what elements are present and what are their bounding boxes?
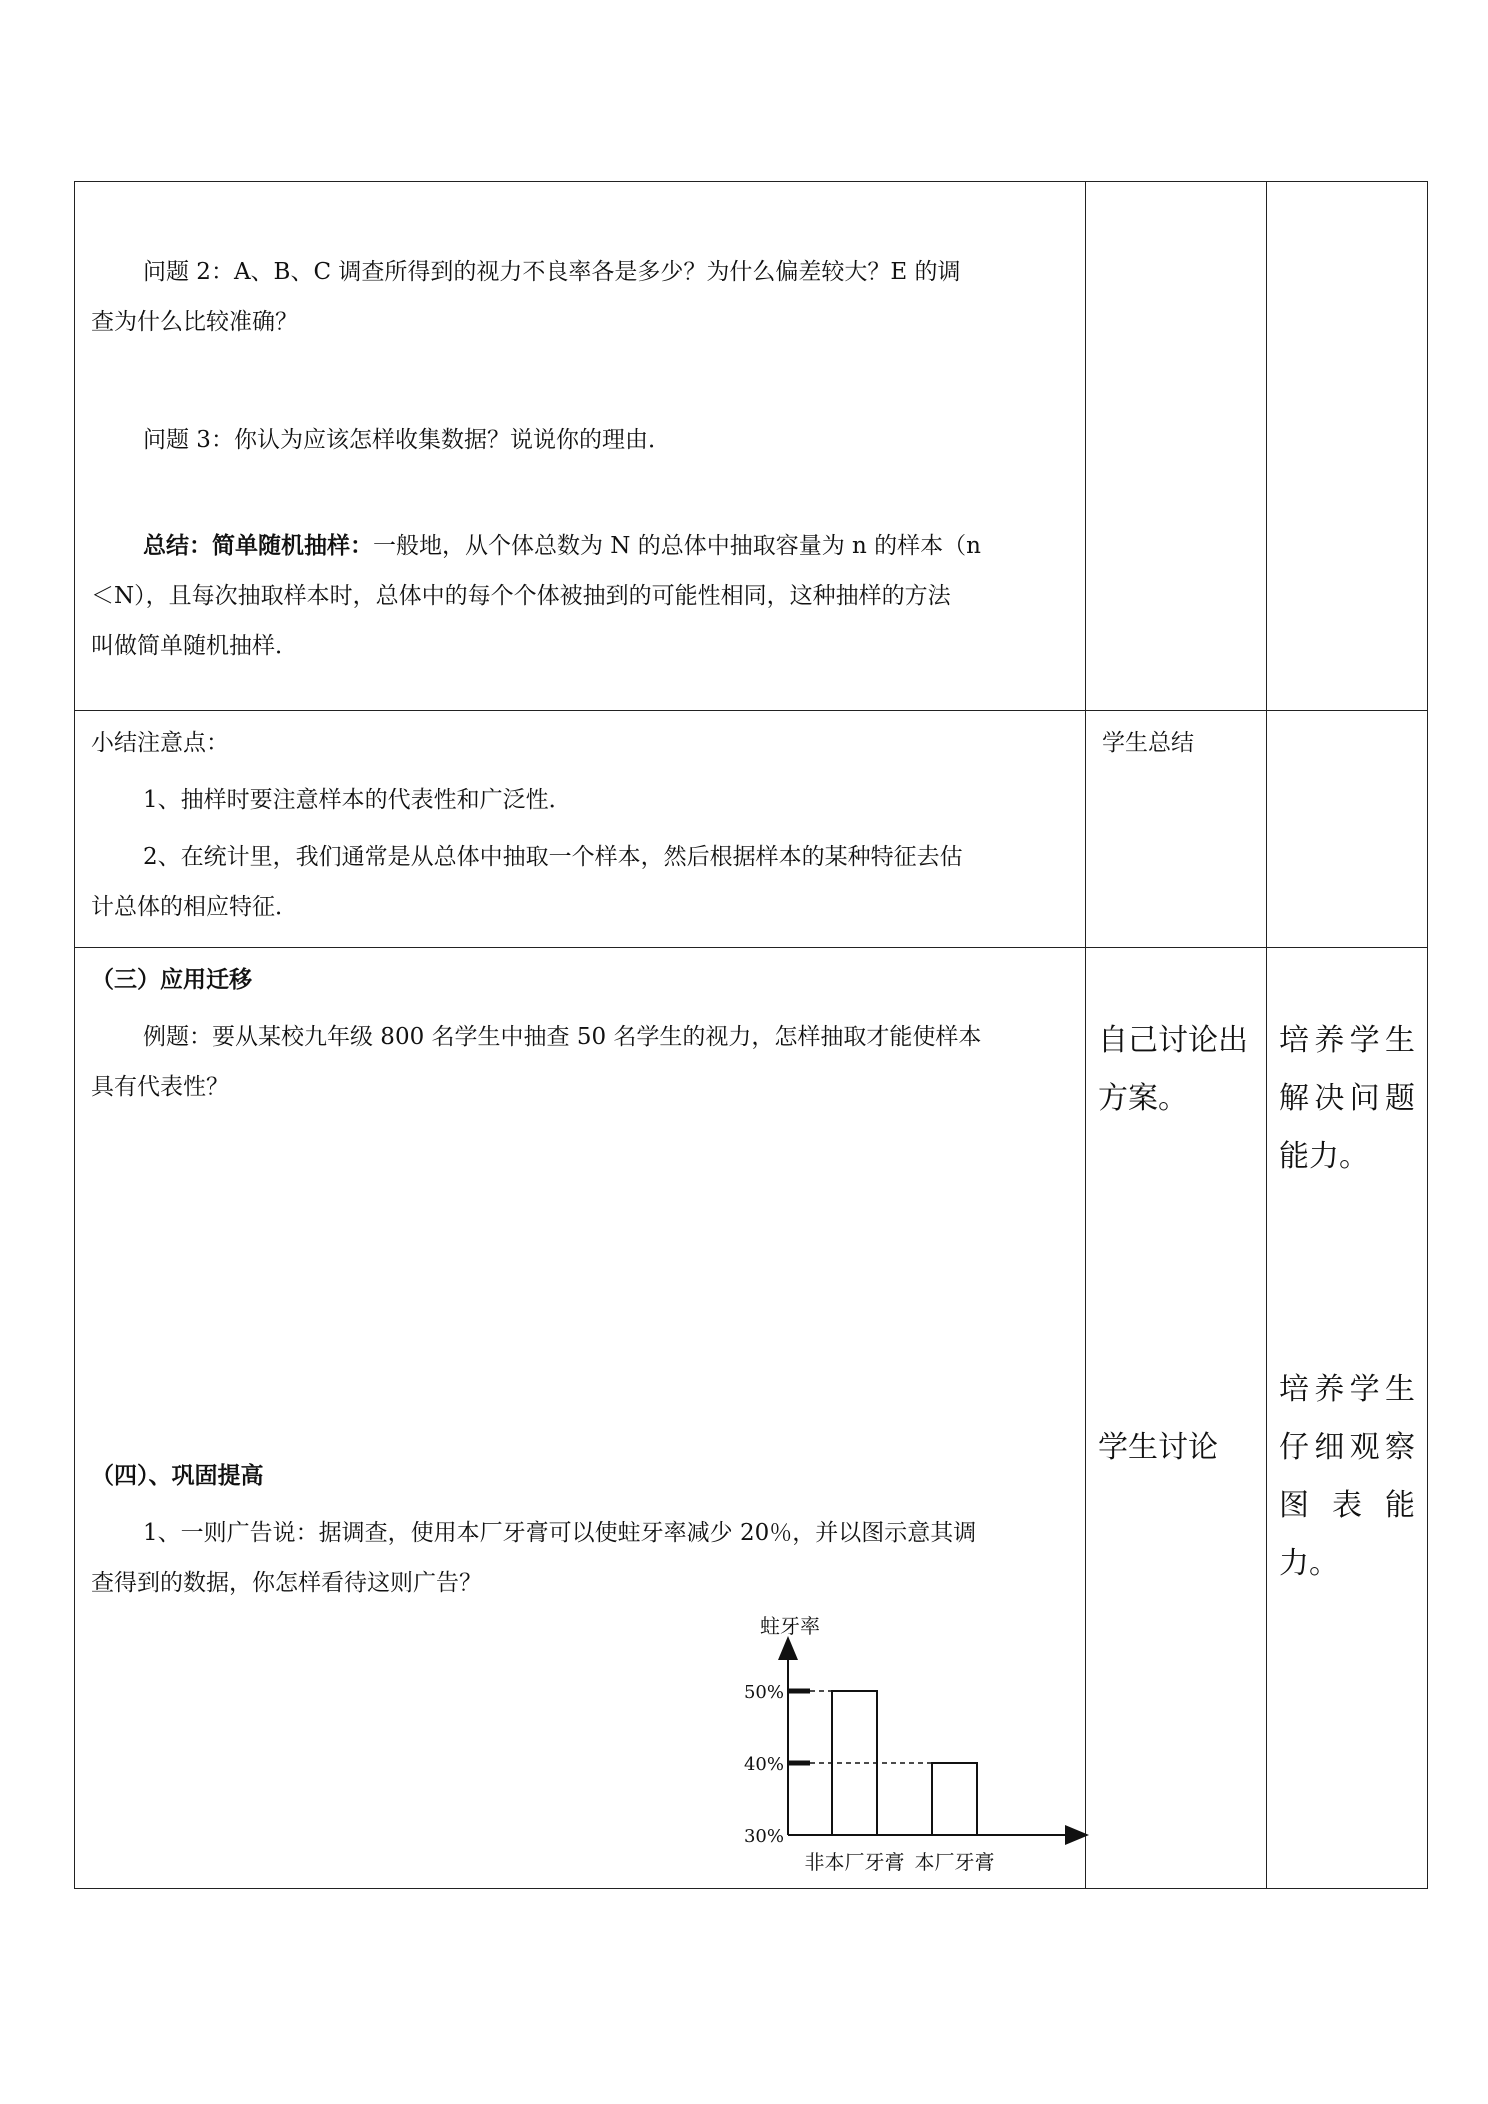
y-axis-label: 蛀牙率 (760, 1614, 820, 1638)
goal-chart-reading: 培养学生仔细观察图表能力。 (1279, 1372, 1415, 1581)
goal-problem-solving: 培养学生解决问题能力。 (1279, 1023, 1415, 1174)
ad-question-line1: 1、一则广告说：据调查，使用本厂牙膏可以使蛀牙率减少 20％，并以图示意其调 (143, 1520, 977, 1546)
ad-question-line2: 查得到的数据，你怎样看待这则广告？ (91, 1570, 482, 1596)
row-questions (75, 182, 1428, 711)
cell-empty-1c (1267, 182, 1428, 711)
notes-item-2-line2: 计总体的相应特征． (91, 894, 298, 920)
cell-empty-2c (1267, 711, 1428, 948)
summary-line3: 叫做简单随机抽样． (91, 633, 298, 659)
cell-activity (1086, 948, 1267, 1889)
y-tick-label: 40% (743, 1754, 784, 1775)
cell-questions (75, 182, 1086, 711)
y-tick-label: 50% (743, 1682, 784, 1703)
question-2-line1: 问题 2：A、B、C 调查所得到的视力不良率各是多少？为什么偏差较大？E 的调 (143, 259, 961, 285)
summary-line1 (75, 521, 1085, 571)
student-summary: 学生总结 (1102, 730, 1194, 756)
section-3-heading: （三）应用迁移 (91, 966, 252, 993)
activity-discuss-plan: 自己讨论出方案。 (1098, 1023, 1248, 1116)
notes-title: 小结注意点： (91, 730, 229, 756)
x-tick-label: 本厂牙膏 (914, 1850, 995, 1874)
question-3: 问题 3：你认为应该怎样收集数据？说说你的理由． (143, 427, 671, 453)
cell-empty-1b (1086, 182, 1267, 711)
cell-notes (75, 711, 1086, 948)
bar (932, 1763, 977, 1835)
example-line1: 例题：要从某校九年级 800 名学生中抽查 50 名学生的视力，怎样抽取才能使样本 (143, 1024, 982, 1050)
y-tick-label: 30% (743, 1826, 784, 1847)
summary-line2: ＜N），且每次抽取样本时，总体中的每个个体被抽到的可能性相同，这种抽样的方法 (91, 583, 951, 609)
summary-text: 一般地，从个体总数为 N 的总体中抽取容量为 n 的样本（n (373, 533, 981, 559)
example-line2: 具有代表性？ (91, 1074, 229, 1100)
activity-discuss: 学生讨论 (1098, 1430, 1218, 1465)
cell-goals (1267, 948, 1428, 1889)
section-4-heading: （四）、巩固提高 (91, 1462, 264, 1489)
x-tick-label: 非本厂牙膏 (804, 1850, 905, 1874)
notes-item-1: 1、抽样时要注意样本的代表性和广泛性． (143, 787, 572, 813)
notes-item-2-line1: 2、在统计里，我们通常是从总体中抽取一个样本，然后根据样本的某种特征去估 (143, 844, 963, 870)
question-2-line2: 查为什么比较准确？ (91, 309, 298, 335)
cell-student-summary (1086, 711, 1267, 948)
row-notes (75, 711, 1428, 948)
cavity-rate-chart (720, 1605, 1100, 1885)
summary-label: 总结：简单随机抽样： (143, 532, 373, 559)
